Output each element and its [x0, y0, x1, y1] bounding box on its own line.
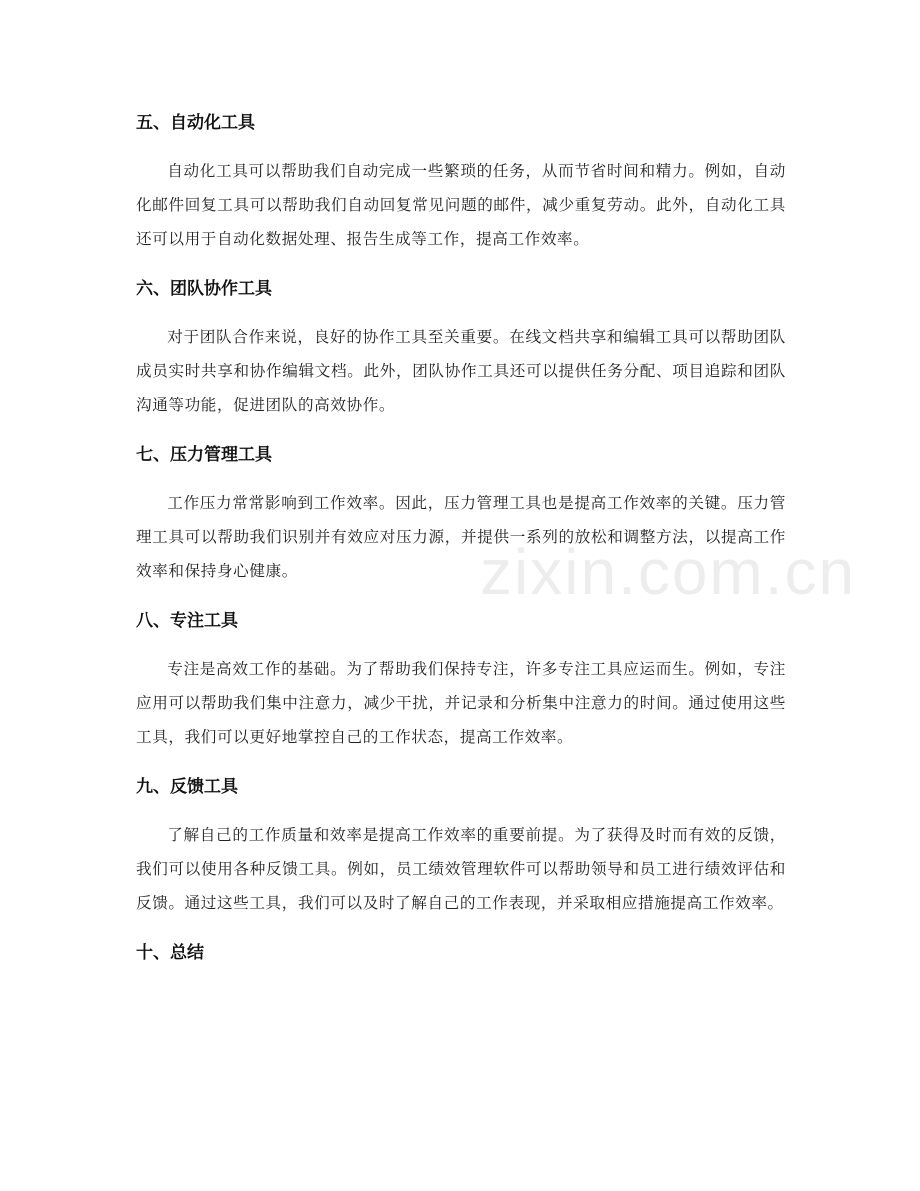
- section-focus: [136, 604, 786, 754]
- section-paragraph: 自动化工具可以帮助我们自动完成一些繁琐的任务，从而节省时间和精力。例如，自动化邮件回复工具可以帮助我们自动回复常见问题的邮件，减少重复劳动。此外，自动化工具还可以用于自动化数据处理、报告生成等工作，提高工作效率。: [136, 162, 786, 248]
- section-heading: 八、专注工具: [136, 611, 238, 631]
- section-heading: 六、团队协作工具: [136, 279, 272, 299]
- section-heading: 九、反馈工具: [136, 777, 238, 797]
- section-summary: [136, 936, 786, 970]
- section-paragraph: 专注是高效工作的基础。为了帮助我们保持专注，许多专注工具应运而生。例如，专注应用可以帮助我们集中注意力，减少干扰，并记录和分析集中注意力的时间。通过使用这些工具，我们可以更好地掌控自己的工作状态，提高工作效率。: [136, 660, 786, 746]
- section-automation: [136, 106, 786, 256]
- section-stress-management: [136, 438, 786, 588]
- section-paragraph: 对于团队合作来说，良好的协作工具至关重要。在线文档共享和编辑工具可以帮助团队成员实时共享和协作编辑文档。此外，团队协作工具还可以提供任务分配、项目追踪和团队沟通等功能，促进团队的高效协作。: [136, 328, 786, 414]
- section-feedback: [136, 770, 786, 920]
- section-heading: 七、压力管理工具: [136, 445, 272, 465]
- document-body: [136, 106, 786, 984]
- watermark: zixin.com.cn: [480, 536, 857, 608]
- section-team-collaboration: [136, 272, 786, 422]
- section-paragraph: 工作压力常常影响到工作效率。因此，压力管理工具也是提高工作效率的关键。压力管理工具可以帮助我们识别并有效应对压力源，并提供一系列的放松和调整方法，以提高工作效率和保持身心健康。: [136, 494, 786, 580]
- section-heading: 十、总结: [136, 943, 204, 963]
- section-paragraph: 了解自己的工作质量和效率是提高工作效率的重要前提。为了获得及时而有效的反馈，我们可以使用各种反馈工具。例如，员工绩效管理软件可以帮助领导和员工进行绩效评估和反馈。通过这些工具，我们可以及时了解自己的工作表现，并采取相应措施提高工作效率。: [136, 826, 786, 912]
- section-heading: 五、自动化工具: [136, 113, 255, 133]
